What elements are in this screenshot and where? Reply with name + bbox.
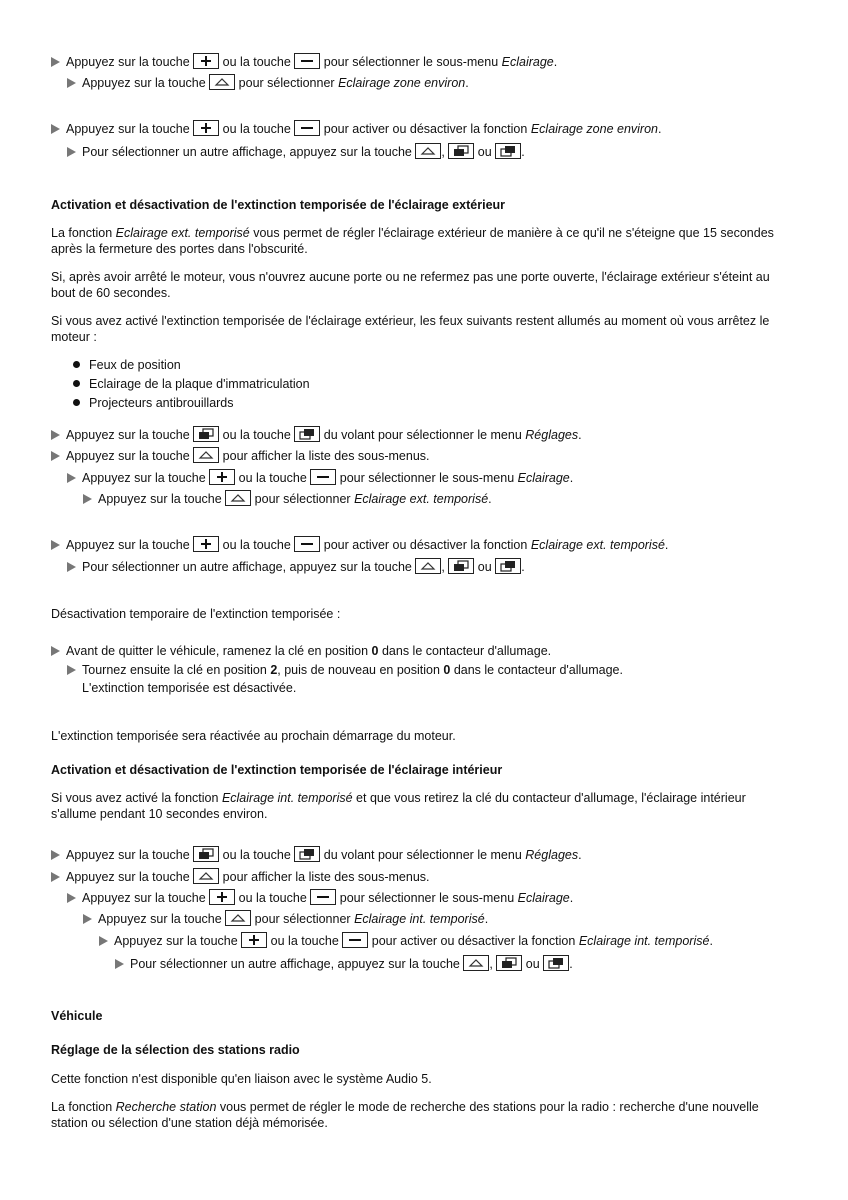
- list-item: Projecteurs antibrouillards: [73, 395, 234, 412]
- text: ou: [477, 145, 492, 159]
- text: .: [658, 122, 662, 136]
- minus-key-icon: [310, 889, 336, 905]
- page-prev-key-icon: [193, 846, 219, 862]
- text: Appuyez sur la touche: [66, 55, 190, 69]
- arrow-icon: [51, 451, 60, 461]
- step-line: Appuyez sur la touche pour afficher la liste des sous-menus.: [51, 868, 430, 886]
- bullet-icon: [73, 399, 80, 406]
- step-note: L'extinction temporisée est désactivée.: [82, 681, 297, 695]
- text: ou la touche: [222, 122, 291, 136]
- page-next-key-icon: [495, 143, 521, 159]
- menu-name: Eclairage zone environ: [338, 76, 466, 90]
- arrow-icon: [67, 147, 76, 157]
- bullet-icon: [73, 380, 80, 387]
- page-next-key-icon: [294, 426, 320, 442]
- arrow-icon: [67, 665, 76, 675]
- page-prev-key-icon: [448, 558, 474, 574]
- back-key-icon: [415, 558, 441, 574]
- text: pour sélectionner le sous-menu: [323, 55, 499, 69]
- back-key-icon: [225, 910, 251, 926]
- step-line: Pour sélectionner un autre affichage, appuyez sur la touche , ou .: [67, 558, 525, 576]
- page-next-key-icon: [495, 558, 521, 574]
- text: .: [465, 76, 469, 90]
- step-line: Appuyez sur la touche pour sélectionner Eclairage int. temporisé.: [83, 910, 488, 928]
- step-line: Appuyez sur la touche pour afficher la liste des sous-menus.: [51, 447, 430, 465]
- text: pour sélectionner: [238, 76, 335, 90]
- step-line: Avant de quitter le véhicule, ramenez la clé en position 0 dans le contacteur d'allumage.: [51, 643, 551, 660]
- arrow-icon: [83, 914, 92, 924]
- minus-key-icon: [294, 536, 320, 552]
- text: Appuyez sur la touche: [66, 122, 190, 136]
- plus-key-icon: [193, 53, 219, 69]
- back-key-icon: [209, 74, 235, 90]
- plus-key-icon: [241, 932, 267, 948]
- paragraph: La fonction Eclairage ext. temporisé vous permet de régler l'éclairage extérieur de manière à ce qu'il ne s'éteigne que 15 secondes après la fermeture des portes dans l'obscurité.: [51, 226, 774, 256]
- arrow-icon: [51, 124, 60, 134]
- text: .: [553, 55, 558, 69]
- list-item: Feux de position: [73, 357, 181, 374]
- section-heading: Activation et désactivation de l'extinction temporisée de l'éclairage intérieur: [51, 763, 503, 777]
- arrow-icon: [51, 872, 60, 882]
- text: Appuyez sur la touche: [82, 76, 206, 90]
- text: Pour sélectionner un autre affichage, appuyez sur la touche: [82, 145, 412, 159]
- paragraph: Si vous avez activé l'extinction temporisée de l'éclairage extérieur, les feux suivants restent allumés au moment où vous arrêtez le moteur :: [51, 314, 770, 344]
- paragraph: La fonction Recherche station vous permet de régler le mode de recherche des stations pour la radio : recherche d'une nouvelle station ou sélection d'une station déjà mémorisée.: [51, 1100, 759, 1130]
- arrow-icon: [67, 562, 76, 572]
- arrow-icon: [51, 646, 60, 656]
- arrow-icon: [67, 893, 76, 903]
- text: ,: [441, 145, 445, 159]
- step-line: [51, 53, 557, 71]
- step-line: [67, 143, 525, 161]
- plus-key-icon: [193, 536, 219, 552]
- back-key-icon: [193, 447, 219, 463]
- back-key-icon: [463, 955, 489, 971]
- step-line: [67, 74, 469, 92]
- arrow-icon: [51, 57, 60, 67]
- minus-key-icon: [310, 469, 336, 485]
- back-key-icon: [225, 490, 251, 506]
- plus-key-icon: [209, 469, 235, 485]
- step-line: Pour sélectionner un autre affichage, appuyez sur la touche , ou .: [115, 955, 573, 973]
- step-line: Appuyez sur la touche pour sélectionner Eclairage ext. temporisé.: [83, 490, 492, 508]
- list-item: Eclairage de la plaque d'immatriculation: [73, 376, 310, 393]
- page-next-key-icon: [294, 846, 320, 862]
- arrow-icon: [51, 430, 60, 440]
- page-prev-key-icon: [448, 143, 474, 159]
- paragraph: Si, après avoir arrêté le moteur, vous n'ouvrez aucune porte ou ne refermez pas une porte ouverte, l'éclairage extérieur s'éteint au bout de 60 secondes.: [51, 270, 770, 300]
- plus-key-icon: [209, 889, 235, 905]
- minus-key-icon: [294, 53, 320, 69]
- arrow-icon: [83, 494, 92, 504]
- page-next-key-icon: [543, 955, 569, 971]
- step-line: Appuyez sur la touche ou la touche pour activer ou désactiver la fonction Eclairage int. temporisé.: [99, 932, 713, 950]
- arrow-icon: [67, 473, 76, 483]
- back-key-icon: [193, 868, 219, 884]
- page-prev-key-icon: [496, 955, 522, 971]
- menu-name: Eclairage: [501, 55, 554, 69]
- paragraph: Cette fonction n'est disponible qu'en liaison avec le système Audio 5.: [51, 1072, 432, 1086]
- text: .: [521, 145, 525, 159]
- section-heading: Réglage de la sélection des stations radio: [51, 1043, 300, 1057]
- step-line: Appuyez sur la touche ou la touche pour sélectionner le sous-menu Eclairage.: [67, 889, 573, 907]
- menu-name: Eclairage zone environ: [530, 122, 658, 136]
- section-heading: Véhicule: [51, 1009, 103, 1023]
- arrow-icon: [51, 850, 60, 860]
- step-line: Tournez ensuite la clé en position 2, puis de nouveau en position 0 dans le contacteur d'allumage.: [67, 662, 623, 679]
- text: ou la touche: [222, 55, 291, 69]
- step-line: [51, 120, 661, 138]
- paragraph: Si vous avez activé la fonction Eclairage int. temporisé et que vous retirez la clé du contacteur d'allumage, l'éclairage intérieur s'allume pendant 10 secondes environ.: [51, 791, 746, 821]
- minus-key-icon: [294, 120, 320, 136]
- text: pour activer ou désactiver la fonction: [323, 122, 528, 136]
- arrow-icon: [115, 959, 124, 969]
- plus-key-icon: [193, 120, 219, 136]
- section-heading: Activation et désactivation de l'extinction temporisée de l'éclairage extérieur: [51, 198, 506, 212]
- step-line: Appuyez sur la touche ou la touche pour sélectionner le sous-menu Eclairage.: [67, 469, 573, 487]
- minus-key-icon: [342, 932, 368, 948]
- paragraph: L'extinction temporisée sera réactivée au prochain démarrage du moteur.: [51, 729, 456, 743]
- arrow-icon: [99, 936, 108, 946]
- arrow-icon: [51, 540, 60, 550]
- step-line: Appuyez sur la touche ou la touche du volant pour sélectionner le menu Réglages.: [51, 426, 582, 444]
- page-prev-key-icon: [193, 426, 219, 442]
- step-line: Appuyez sur la touche ou la touche du volant pour sélectionner le menu Réglages.: [51, 846, 582, 864]
- arrow-icon: [67, 78, 76, 88]
- step-line: Appuyez sur la touche ou la touche pour activer ou désactiver la fonction Eclairage ext. temporisé.: [51, 536, 668, 554]
- bullet-icon: [73, 361, 80, 368]
- paragraph: Désactivation temporaire de l'extinction temporisée :: [51, 607, 341, 621]
- back-key-icon: [415, 143, 441, 159]
